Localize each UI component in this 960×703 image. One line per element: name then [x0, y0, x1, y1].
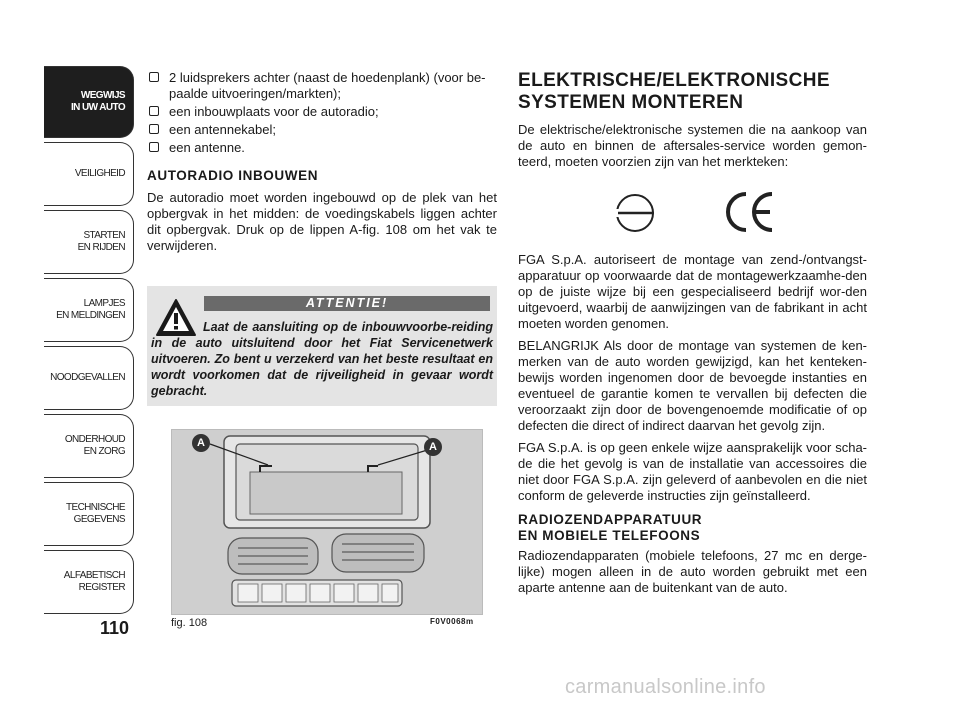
warning-label: ATTENTIE! — [204, 296, 490, 311]
tab-lampjes[interactable] — [44, 278, 134, 342]
tab-onderhoud[interactable] — [44, 414, 134, 478]
chapter-tabs — [44, 66, 134, 618]
page-title: ELEKTRISCHE/ELEKTRONISCHE SYSTEMEN MONTEREN — [518, 70, 830, 113]
middle-column — [147, 70, 497, 254]
section-text-radio: Radiozendapparaten (mobiele telefoons, 27 mc en derge-lijke) mogen alleen in de auto worden gebruikt met een aparte antenne aan de buitenkant van de auto. — [518, 548, 867, 595]
tab-technische[interactable] — [44, 482, 134, 546]
paragraph-important: BELANGRIJK Als door de montage van systemen de ken-merken van de auto worden gewijzigd, kan het kenteken-bewijs worden ingenomen door de bevoegde instanties en eventueel de garantie komen te vervallen bij defecten die veroorzaakt zijn door de bovengenoemde modificatie of op defecten die direct of indirect daarvan het gevolg zijn. — [518, 338, 867, 433]
watermark: carmanualsonline.info — [565, 676, 766, 698]
checkbox-bullet-icon — [149, 124, 159, 134]
checkbox-bullet-icon — [149, 72, 159, 82]
section-text-autoradio: De autoradio moet worden ingebouwd op de plek van het opbergvak in het midden: de voedingskabels liggen achter dit opbergvak. Druk op de lippen A-fig. 108 om het vak te verwijderen. — [147, 190, 497, 253]
dashboard-illustration — [172, 430, 482, 614]
callout-a-left: A — [192, 434, 210, 452]
tab-noodgevallen[interactable] — [44, 346, 134, 410]
tab-label: NOODGEVALLEN — [50, 372, 125, 383]
figure-caption: fig. 108 — [171, 617, 208, 629]
figure-code: F0V0068m — [430, 617, 474, 626]
checkbox-bullet-icon — [149, 106, 159, 116]
paragraph-liability: FGA S.p.A. is op geen enkele wijze aansprakelijk voor scha-de die het gevolg is van de installatie van accessoires die niet door FGA S.p.A. zijn geleverd of aanbevolen en die niet conform de geleverde instructies zijn geïnstalleerd. — [518, 440, 867, 503]
intro-text: De elektrische/elektronische systemen die na aankoop van de auto en binnen de aftersales-service worden gemon-teerd, moeten voorzien zijn van het merkteken: — [518, 122, 867, 169]
warning-text: Laat de aansluiting op de inbouwvoorbe-reiding in de auto uitsluitend door het Fiat Servicenetwerk uitvoeren. Zo bent u verzekerd van het beste resultaat en wordt voorkomen dat de rijveiligheid in gevaar wordt gebracht. — [151, 320, 493, 398]
tab-label: LAMPJES EN MELDINGEN — [56, 298, 125, 321]
tab-wegwijs[interactable] — [44, 66, 134, 138]
figure-dashboard — [171, 429, 483, 615]
e-mark-icon — [614, 190, 656, 236]
tab-label: WEGWIJS IN UW AUTO — [71, 90, 125, 113]
tab-starten[interactable] — [44, 210, 134, 274]
tab-label: ONDERHOUD EN ZORG — [64, 434, 125, 457]
checkbox-bullet-icon — [149, 142, 159, 152]
list-item: een antenne. — [147, 140, 497, 156]
warning-box — [147, 286, 497, 406]
ce-mark-icon — [724, 190, 776, 234]
tab-register[interactable] — [44, 550, 134, 614]
list-item: een inbouwplaats voor de autoradio; — [147, 104, 497, 120]
tab-label: VEILIGHEID — [74, 168, 125, 179]
page-number: 110 — [100, 618, 130, 638]
list-item: 2 luidsprekers achter (naast de hoedenplank) (voor be-paalde uitvoeringen/markten); — [147, 70, 497, 102]
callout-a-right: A — [424, 438, 442, 456]
paragraph-authorisation: FGA S.p.A. autoriseert de montage van zend-/ontvangst-apparatuur op voorwaarde dat de montagewerkzaamhe-den op de juiste wijze bij een gespecialiseerd bedrijf wor-den uitgevoerd, waarbij de aanwijzingen van de fabrikant in acht moeten worden genomen. — [518, 252, 867, 331]
tab-label: STARTEN EN RIJDEN — [77, 230, 125, 253]
right-column — [518, 70, 867, 602]
certification-marks — [518, 176, 867, 252]
list-item: een antennekabel; — [147, 122, 497, 138]
section-heading-autoradio: AUTORADIO INBOUWEN — [147, 168, 319, 183]
tab-label: TECHNISCHE GEGEVENS — [65, 502, 125, 525]
bullet-list — [147, 70, 497, 156]
tab-label: ALFABETISCH REGISTER — [63, 570, 125, 593]
tab-veiligheid[interactable] — [44, 142, 134, 206]
section-heading-radio: RADIOZENDAPPARATUUR EN MOBIELE TELEFOONS — [518, 512, 703, 543]
